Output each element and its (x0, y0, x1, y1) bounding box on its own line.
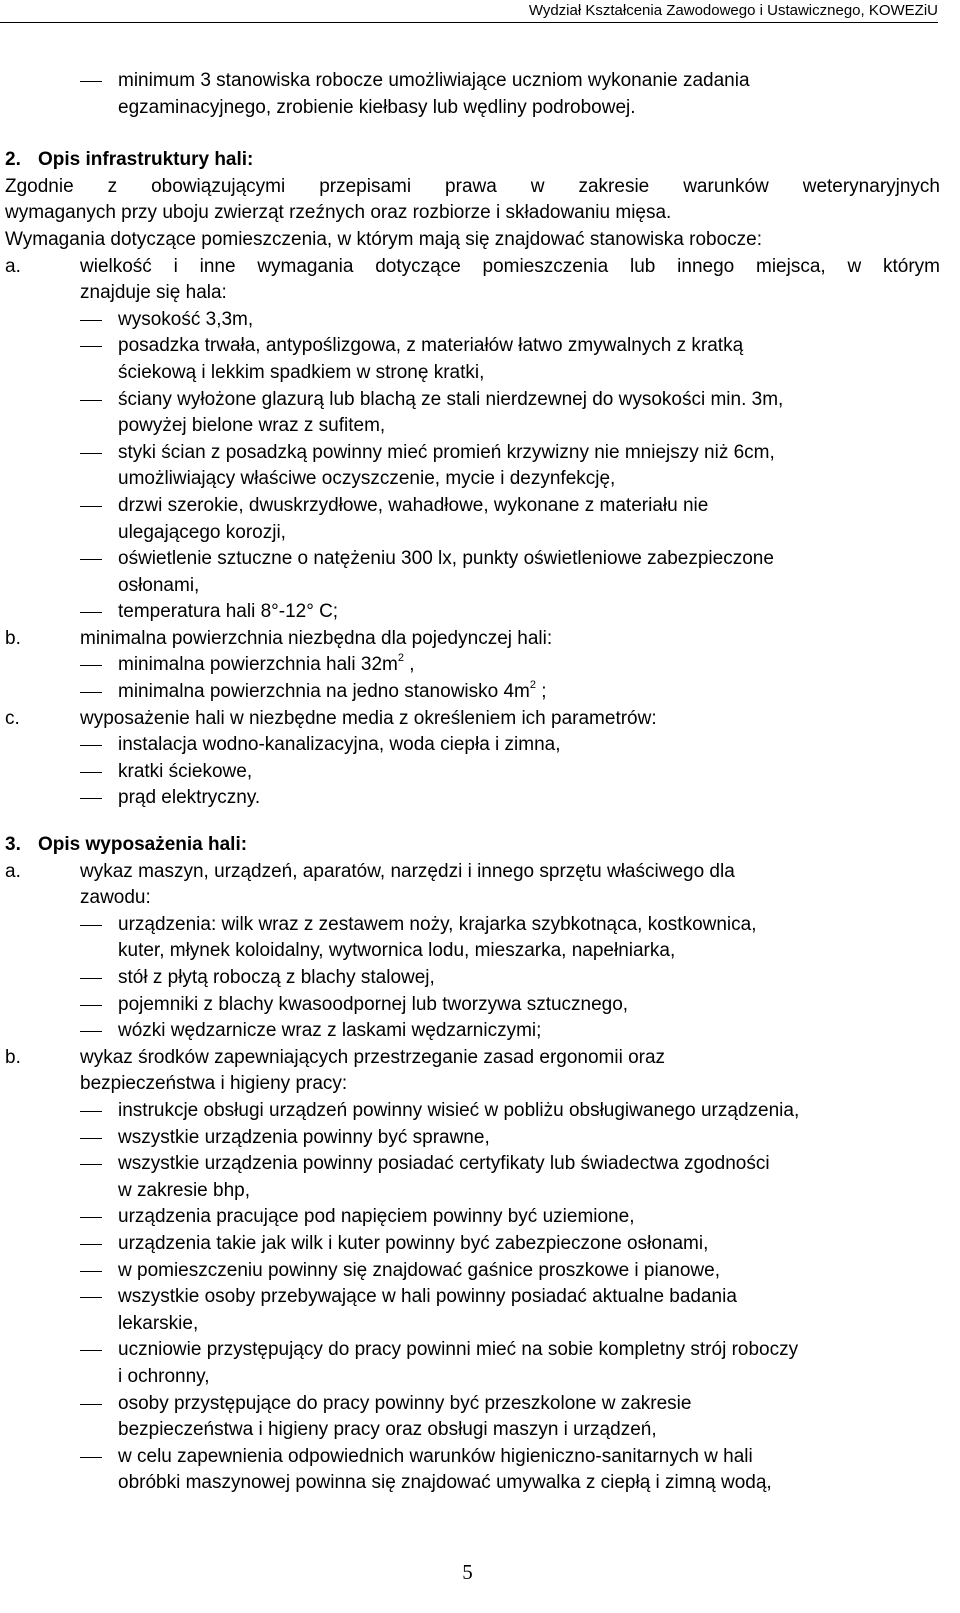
list-item: drzwi szerokie, dwuskrzydłowe, wahadłowe, wykonane z materiału nie (5, 493, 940, 520)
list-item: wózki wędzarnicze wraz z laskami wędzarniczymi; (5, 1018, 940, 1045)
list-item-continuation: bezpieczeństwa i higieny pracy oraz obsługi maszyn i urządzeń, (118, 1419, 657, 1441)
dash-bullet-icon (80, 1111, 102, 1112)
dash-bullet-icon (80, 665, 102, 666)
list-item-continuation: ulegającego korozji, (118, 521, 286, 543)
list-item: minimum 3 stanowiska robocze umożliwiające uczniom wykonanie zadania (5, 68, 940, 95)
dash-bullet-icon (80, 692, 102, 693)
dash-bullet-icon (80, 346, 102, 347)
dash-bullet-icon (80, 400, 102, 401)
list-item: w celu zapewnienia odpowiednich warunków higieniczno-sanitarnych w hali (5, 1444, 940, 1471)
list-item: pojemniki z blachy kwasoodpornej lub tworzywa sztucznego, (5, 992, 940, 1019)
dash-bullet-icon (80, 1297, 102, 1298)
list-item: temperatura hali 8°-12° C; (5, 599, 940, 626)
list-item: urządzenia: wilk wraz z zestawem noży, krajarka szybkotnąca, kostkownica, (5, 912, 940, 939)
list-item-continuation: w zakresie bhp, (118, 1179, 251, 1201)
dash-bullet-icon (80, 320, 102, 321)
dash-bullet-icon (80, 1271, 102, 1272)
list-item-continuation: egzaminacyjnego, zrobienie kiełbasy lub wędliny podrobowej. (118, 96, 636, 118)
paragraph-line: Wymagania dotyczące pomieszczenia, w którym mają się znajdować stanowiska robocze: (5, 228, 762, 250)
list-item-continuation: ściekową i lekkim spadkiem w stronę kratki, (118, 361, 485, 383)
dash-bullet-icon (80, 1404, 102, 1405)
list-item: kratki ściekowe, (5, 759, 940, 786)
lettered-item-continuation: zawodu: (80, 887, 151, 909)
list-item: instalacja wodno-kanalizacyjna, woda ciepła i zimna, (5, 732, 940, 759)
dash-bullet-icon (80, 1005, 102, 1006)
list-item: wszystkie urządzenia powinny być sprawne, (5, 1125, 940, 1152)
section-heading: 2. Opis infrastruktury hali: (5, 149, 254, 171)
list-item: ściany wyłożone glazurą lub blachą ze stali nierdzewnej do wysokości min. 3m, (5, 387, 940, 414)
lettered-item: a. wykaz maszyn, urządzeń, aparatów, narzędzi i innego sprzętu właściwego dla (5, 860, 735, 882)
dash-bullet-icon (80, 925, 102, 926)
dash-bullet-icon (80, 506, 102, 507)
list-item: oświetlenie sztuczne o natężeniu 300 lx, punkty oświetleniowe zabezpieczone (5, 546, 940, 573)
dash-bullet-icon (80, 772, 102, 773)
list-item-continuation: obróbki maszynowej powinna się znajdować umywalka z ciepłą i zimną wodą, (118, 1472, 772, 1494)
list-item: instrukcje obsługi urządzeń powinny wisieć w pobliżu obsługiwanego urządzenia, (5, 1098, 940, 1125)
dash-bullet-icon (80, 1217, 102, 1218)
page-header: Wydział Kształcenia Zawodowego i Ustawicznego, KOWEZiU (0, 0, 938, 23)
list-item: minimalna powierzchnia hali $32m^2$ , (5, 652, 940, 679)
dash-bullet-icon (80, 612, 102, 613)
list-item: posadzka trwała, antypoślizgowa, z materiałów łatwo zmywalnych z kratką (5, 333, 940, 360)
list-item: stół z płytą roboczą z blachy stalowej, (5, 965, 940, 992)
lettered-item: b. minimalna powierzchnia niezbędna dla pojedynczej hali: (5, 627, 553, 649)
dash-bullet-icon (80, 798, 102, 799)
lettered-item: a. wielkość i inne wymagania dotyczące pomieszczenia lub innego miejsca, w którym (5, 255, 940, 277)
list-item: w pomieszczeniu powinny się znajdować gaśnice proszkowe i pianowe, (5, 1258, 940, 1285)
section-heading: 3. Opis wyposażenia hali: (5, 834, 248, 856)
dash-bullet-icon (80, 1164, 102, 1165)
paragraph-line: wymaganych przy uboju zwierząt rzeźnych oraz rozbiorze i składowaniu mięsa. (5, 202, 672, 224)
list-item: urządzenia pracujące pod napięciem powinny być uziemione, (5, 1204, 940, 1231)
list-item: minimalna powierzchnia na jedno stanowisko $4m^2$ ; (5, 679, 940, 706)
list-item-continuation: i ochronny, (118, 1365, 210, 1387)
dash-bullet-icon (80, 1350, 102, 1351)
dash-bullet-icon (80, 453, 102, 454)
list-item: styki ścian z posadzką powinny mieć promień krzywizny nie mniejszy niż 6cm, (5, 440, 940, 467)
dash-bullet-icon (80, 1031, 102, 1032)
list-item-continuation: osłonami, (118, 574, 200, 596)
dash-bullet-icon (80, 1457, 102, 1458)
list-item: osoby przystępujące do pracy powinny być przeszkolone w zakresie (5, 1391, 940, 1418)
paragraph-line: Zgodnie z obowiązującymi przepisami prawa w zakresie warunków weterynaryjnych (5, 175, 940, 197)
list-item: wysokość 3,3m, (5, 307, 940, 334)
dash-bullet-icon (80, 1244, 102, 1245)
list-item-continuation: powyżej bielone wraz z sufitem, (118, 415, 386, 437)
list-item: wszystkie urządzenia powinny posiadać certyfikaty lub świadectwa zgodności (5, 1151, 940, 1178)
lettered-item: c. wyposażenie hali w niezbędne media z określeniem ich parametrów: (5, 707, 657, 729)
dash-bullet-icon (80, 978, 102, 979)
lettered-item-continuation: bezpieczeństwa i higieny pracy: (80, 1073, 348, 1095)
list-item: urządzenia takie jak wilk i kuter powinny być zabezpieczone osłonami, (5, 1231, 940, 1258)
list-item: uczniowie przystępujący do pracy powinni mieć na sobie kompletny strój roboczy (5, 1337, 940, 1364)
document-body (5, 68, 940, 1497)
list-item-continuation: kuter, młynek koloidalny, wytwornica lodu, mieszarka, napełniarka, (118, 940, 676, 962)
list-item: wszystkie osoby przebywające w hali powinny posiadać aktualne badania (5, 1284, 940, 1311)
lettered-item-continuation: znajduje się hala: (80, 282, 227, 304)
dash-bullet-icon (80, 745, 102, 746)
lettered-item: b. wykaz środków zapewniających przestrzeganie zasad ergonomii oraz (5, 1046, 666, 1068)
dash-bullet-icon (80, 559, 102, 560)
list-item-continuation: umożliwiający właściwe oczyszczenie, mycie i dezynfekcję, (118, 468, 616, 490)
list-item: prąd elektryczny. (5, 785, 940, 812)
page-number: 5 (462, 1560, 473, 1584)
dash-bullet-icon (80, 81, 102, 82)
dash-bullet-icon (80, 1138, 102, 1139)
list-item-continuation: lekarskie, (118, 1312, 199, 1334)
